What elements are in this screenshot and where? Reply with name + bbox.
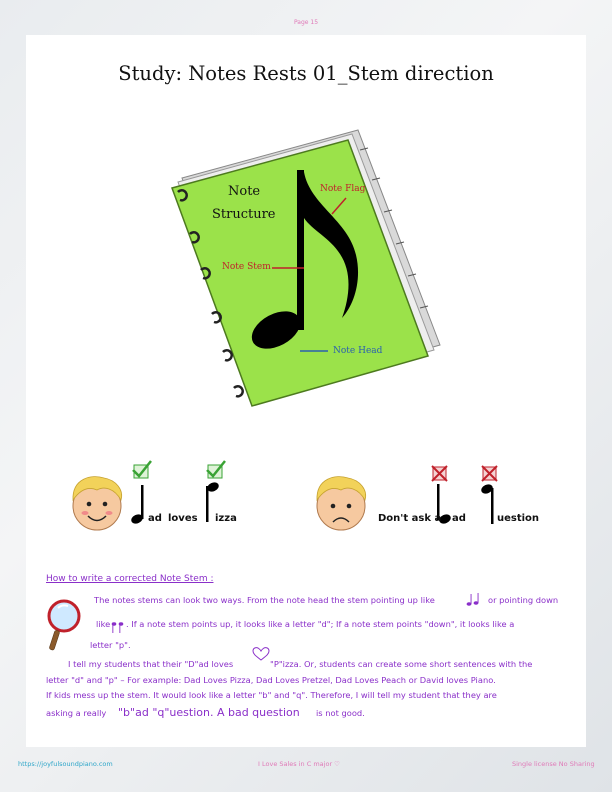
footer-url-link[interactable]: https://joyfulsoundpiano.com — [18, 760, 113, 768]
label-note-head: Note Head — [333, 346, 383, 356]
paragraph-line-7c: is not good. — [316, 708, 365, 718]
red-cross-icon — [432, 466, 447, 481]
paragraph-line-3: letter "p". — [90, 640, 131, 650]
paragraph-line-4a: I tell my students that their "D"ad loves — [68, 659, 234, 669]
diagram-heading-line1: Note — [228, 184, 261, 199]
mnemonic-word-ad: ad — [148, 513, 162, 524]
page-title: Study: Notes Rests 01_Stem direction — [118, 62, 494, 85]
mnemonic-word-uestion: uestion — [497, 513, 540, 524]
paragraph-line-2a: like — [96, 619, 111, 629]
happy-face-icon — [73, 477, 122, 530]
paragraph-line-7a: asking a really — [46, 708, 107, 718]
mnemonic-dont-ask: Don't ask a — [378, 513, 442, 524]
mnemonic-word-izza: izza — [215, 513, 237, 524]
section-heading: How to write a corrected Note Stem : — [46, 574, 214, 584]
paragraph-line-7b: "b"ad "q"uestion. A bad question — [118, 706, 300, 719]
paragraph-line-2b: . If a note stem points up, it looks like a letter "d"; If a note stem points "down", it looks like a — [126, 619, 515, 629]
diagram-heading-line2: Structure — [212, 207, 276, 222]
paragraph-line-5: letter "d" and "p" – For example: Dad Loves Pizza, Dad Loves Pretzel, Dad Loves Peach or David loves Piano. — [46, 675, 496, 685]
label-note-stem: Note Stem — [222, 262, 271, 272]
paragraph-line-6: If kids mess up the stem. It would look like a letter "b" and "q". Therefore, I will tell my student that they are — [46, 690, 497, 700]
footer-center-text: I Love Sales in C major ♡ — [258, 760, 341, 768]
paragraph-line-1a: The notes stems can look two ways. From the note head the stem pointing up like — [94, 595, 435, 605]
mnemonic-word-ad-bad: ad — [452, 513, 466, 524]
mnemonic-word-loves: loves — [168, 513, 198, 524]
paragraph-line-4b: "P"izza. Or, students can create some short sentences with the — [270, 659, 533, 669]
page-number: Page 15 — [293, 19, 319, 26]
paragraph-line-1b: or pointing down — [488, 595, 559, 605]
red-cross-icon — [482, 466, 497, 481]
sad-face-icon — [317, 477, 366, 530]
footer-license-text: Single license No Sharing — [512, 760, 595, 768]
label-note-flag: Note Flag — [320, 184, 366, 194]
